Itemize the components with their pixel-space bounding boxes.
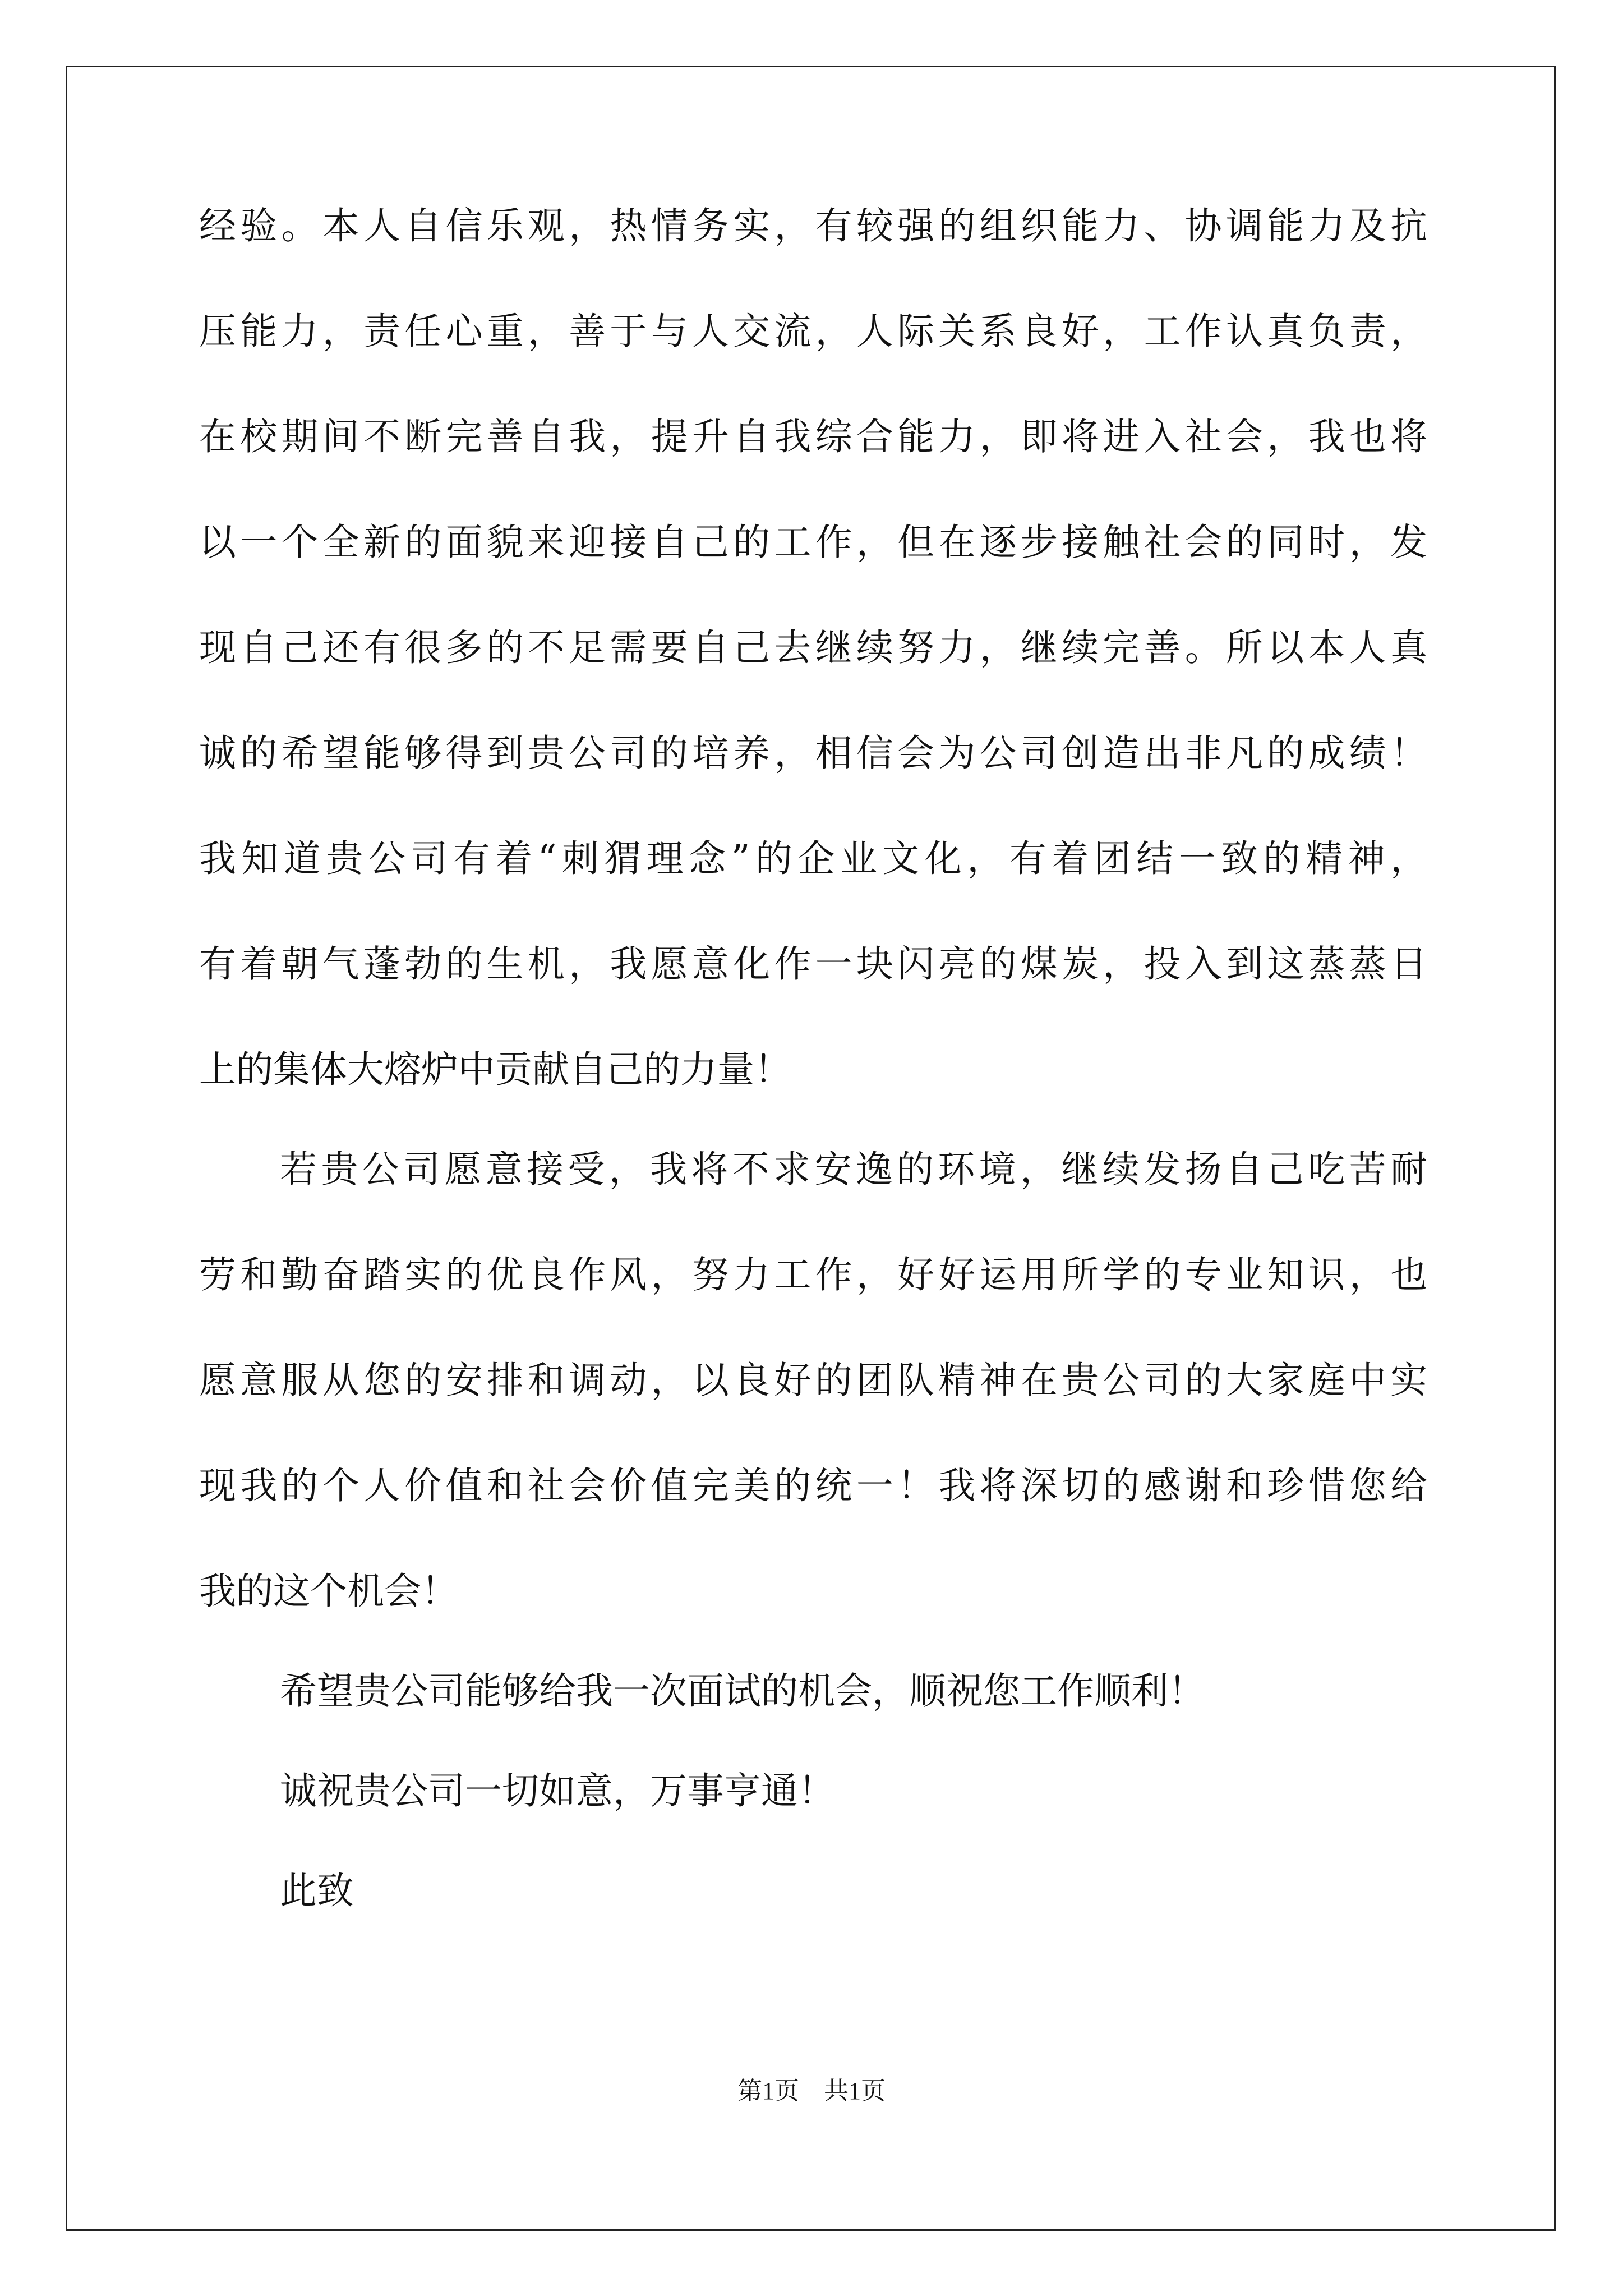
closing-salutation: 此致: [280, 1869, 354, 1912]
text-line: 诚祝贵公司一切如意，万事亨通！: [280, 1769, 835, 1812]
text-line: 我的这个机会！: [199, 1570, 458, 1613]
text-line: 现我的个人价值和社会价值完美的统一！我将深切的感谢和珍惜您给: [199, 1464, 1427, 1507]
text-line: 现自己还有很多的不足需要自己去继续努力，继续完善。所以本人真: [199, 626, 1427, 669]
text-line: 劳和勤奋踏实的优良作风，努力工作，好好运用所学的专业知识，也: [199, 1253, 1427, 1296]
text-line: 希望贵公司能够给我一次面试的机会，顺祝您工作顺利！: [280, 1669, 1205, 1713]
page-number: 第1页 共1页: [737, 2077, 886, 2105]
text-line: 以一个全新的面貌来迎接自己的工作，但在逐步接触社会的同时，发: [199, 521, 1427, 564]
text-line: 诚的希望能够得到贵公司的培养，相信会为公司创造出非凡的成绩！: [199, 731, 1427, 775]
text-line: 在校期间不断完善自我，提升自我综合能力，即将进入社会，我也将: [199, 415, 1427, 458]
text-line: 压能力，责任心重，善于与人交流，人际关系良好，工作认真负责，: [199, 310, 1427, 353]
text-line: 上的集体大熔炉中贡献自己的力量！: [199, 1048, 791, 1091]
text-line: 有着朝气蓬勃的生机，我愿意化作一块闪亮的煤炭，投入到这蒸蒸日: [199, 942, 1427, 986]
text-line: 愿意服从您的安排和调动，以良好的团队精神在贵公司的大家庭中实: [199, 1359, 1427, 1402]
text-line: 若贵公司愿意接受，我将不求安逸的环境，继续发扬自己吃苦耐: [280, 1148, 1427, 1191]
text-line: 经验。本人自信乐观，热情务实，有较强的组织能力、协调能力及抗: [199, 204, 1427, 247]
text-line: 我知道贵公司有着“刺猬理念”的企业文化，有着团结一致的精神，: [199, 837, 1427, 880]
letter-body: [199, 204, 1427, 1978]
